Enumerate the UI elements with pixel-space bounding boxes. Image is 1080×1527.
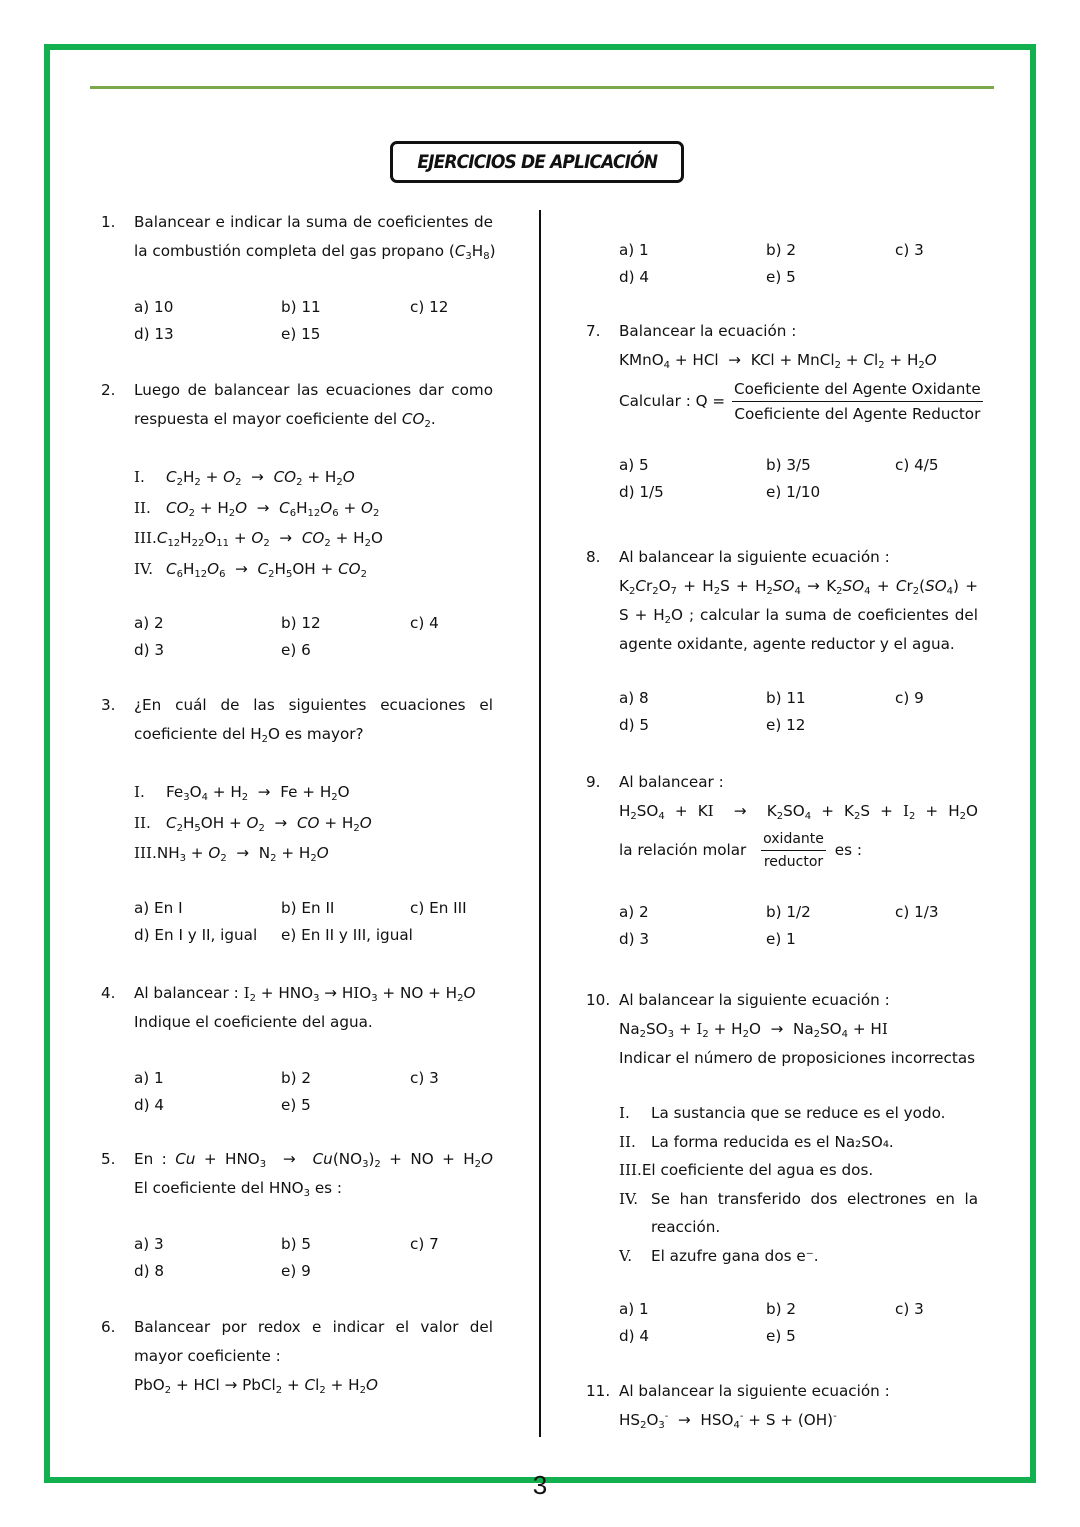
option-a[interactable]: a) 2 bbox=[619, 903, 649, 921]
question-10 bbox=[586, 986, 978, 1350]
equation-item: III. $C_{12}H_{22}O_{11} + O_2 \to CO_2 + H_2O$ bbox=[134, 523, 493, 554]
option-b[interactable]: b) 2 bbox=[281, 1069, 312, 1087]
page-number: 3 bbox=[532, 1470, 548, 1500]
header-rule bbox=[90, 86, 994, 89]
option-e[interactable]: e) 12 bbox=[766, 716, 806, 734]
option-a[interactable]: a) 5 bbox=[619, 456, 649, 474]
question-equation: KMnO$_4$ + HCl → KCl + MnCl$_2$ + $Cl_2 + H_2O$ bbox=[619, 351, 937, 371]
question-prompt: la combustión completa del gas propano $(C_3H_8)$ bbox=[134, 242, 496, 262]
option-e[interactable]: e) 5 bbox=[281, 1096, 311, 1114]
formula-prefix: la relación molar bbox=[619, 841, 747, 859]
option-c[interactable]: c) 3 bbox=[895, 1300, 924, 1318]
question-equation: $HS_2O_3^- \to HSO_4^- + S + (OH)^-$ bbox=[619, 1411, 837, 1431]
question-prompt: Balancear por redox e indicar el valor del bbox=[134, 1318, 493, 1336]
question-number: 3. bbox=[101, 696, 116, 714]
option-b[interactable]: b) 11 bbox=[281, 298, 321, 316]
question-prompt: Balancear la ecuación : bbox=[619, 322, 797, 340]
question-5 bbox=[101, 1145, 493, 1285]
question-1 bbox=[101, 208, 496, 348]
option-c[interactable]: c) 4 bbox=[410, 614, 439, 632]
option-b[interactable]: b) 2 bbox=[766, 1300, 797, 1318]
equation-item: I. $C_2H_2 + O_2 \to CO_2 + H_2O$ bbox=[134, 462, 493, 493]
proposition-item bbox=[619, 1156, 978, 1185]
option-e[interactable]: e) En II y III, igual bbox=[281, 925, 413, 944]
option-d[interactable]: d) 5 bbox=[619, 716, 650, 734]
roman-numeral: I. bbox=[619, 1104, 630, 1122]
option-e[interactable]: e) 5 bbox=[766, 1327, 796, 1345]
option-b[interactable]: b) 1/2 bbox=[766, 903, 811, 921]
question-prompt: Indique el coeficiente del agua. bbox=[134, 1013, 373, 1031]
option-a[interactable]: a) 10 bbox=[134, 298, 174, 316]
option-a[interactable]: a) En I bbox=[134, 898, 183, 917]
question-number: 11. bbox=[586, 1382, 611, 1400]
option-b[interactable]: b) En II bbox=[281, 898, 335, 917]
question-number: 10. bbox=[586, 991, 611, 1009]
option-d[interactable]: d) 1/5 bbox=[619, 483, 664, 501]
section-title: EJERCICIOS DE APLICACIÓN bbox=[417, 151, 657, 173]
equation-item: II. $C_2H_5OH + O_2$ → CO + $H_2O$ bbox=[134, 808, 493, 839]
option-d[interactable]: d) 4 bbox=[134, 1096, 165, 1114]
option-d[interactable]: d) 4 bbox=[619, 268, 650, 286]
fraction-denominator: reductor bbox=[763, 854, 824, 870]
proposition-text: La forma reducida es el Na₂SO₄. bbox=[651, 1132, 894, 1151]
option-b[interactable]: b) 5 bbox=[281, 1235, 312, 1253]
roman-numeral: III. bbox=[134, 844, 157, 862]
option-e[interactable]: e) 6 bbox=[281, 641, 311, 659]
proposition-item bbox=[619, 1128, 978, 1157]
fraction-denominator: Coeficiente del Agente Reductor bbox=[734, 405, 981, 423]
question-prompt: agente oxidante, agente reductor y el agua. bbox=[619, 635, 955, 653]
option-c[interactable]: c) 4/5 bbox=[895, 456, 939, 474]
option-a[interactable]: a) 1 bbox=[619, 241, 649, 259]
question-prompt: Al balancear la siguiente ecuación : bbox=[619, 1382, 890, 1400]
fraction bbox=[761, 828, 826, 873]
proposition-item bbox=[619, 1099, 978, 1128]
option-c[interactable]: c) 9 bbox=[895, 689, 924, 707]
option-c[interactable]: c) 3 bbox=[410, 1069, 439, 1087]
question-4 bbox=[101, 979, 493, 1119]
answer-options bbox=[619, 899, 978, 953]
option-e[interactable]: e) 1 bbox=[766, 930, 796, 948]
answer-options bbox=[619, 1296, 978, 1350]
question-prompt: El coeficiente del $HNO_3$ es : bbox=[134, 1179, 343, 1199]
answer-options bbox=[134, 1065, 493, 1119]
option-a[interactable]: a) 1 bbox=[619, 1300, 649, 1318]
option-b[interactable]: b) 11 bbox=[766, 689, 806, 707]
roman-numeral: II. bbox=[134, 498, 151, 517]
question-prompt: Balancear e indicar la suma de coeficientes de bbox=[134, 213, 493, 231]
question-number: 2. bbox=[101, 381, 116, 399]
question-prompt: mayor coeficiente : bbox=[134, 1347, 281, 1365]
question-3 bbox=[101, 691, 493, 949]
question-number: 6. bbox=[101, 1318, 116, 1336]
option-d[interactable]: d) 8 bbox=[134, 1262, 165, 1280]
roman-numeral: II. bbox=[619, 1132, 636, 1151]
roman-numeral: III. bbox=[134, 529, 157, 547]
fraction-numerator: oxidante bbox=[761, 828, 826, 851]
formula-prefix: Calcular : Q = bbox=[619, 392, 726, 410]
proposition-text: La sustancia que se reduce es el yodo. bbox=[651, 1104, 946, 1122]
roman-numeral: I. bbox=[134, 783, 145, 801]
option-c[interactable]: c) 7 bbox=[410, 1235, 439, 1253]
answer-options bbox=[134, 610, 493, 664]
question-prompt: Indicar el número de proposiciones incorrectas bbox=[619, 1049, 976, 1067]
question-prompt: En : $Cu + HNO_3 \to Cu(NO_3)_2$ + NO + $H_2O$ bbox=[134, 1150, 493, 1170]
question-number: 1. bbox=[101, 213, 116, 231]
option-d[interactable]: d) 3 bbox=[134, 641, 165, 659]
question-prompt: Al balancear la siguiente ecuación : bbox=[619, 548, 890, 566]
option-b[interactable]: b) 12 bbox=[281, 614, 321, 632]
option-a[interactable]: a) 2 bbox=[134, 614, 164, 632]
question-2 bbox=[101, 376, 493, 664]
q-formula bbox=[619, 828, 978, 873]
question-equation: $K_2Cr_2O_7 + H_2S + H_2SO_4 \to K_2SO_4 + Cr_2(SO_4)$ + bbox=[619, 577, 979, 597]
question-prompt: Al balancear : $I_2 + HNO_3 \to HIO_3$ + NO + $H_2O$ bbox=[134, 984, 476, 1004]
question-number: 4. bbox=[101, 984, 116, 1002]
question-equation: PbO$_2$ + HCl → PbCl$_2$ + $Cl_2 + H_2O$ bbox=[134, 1376, 378, 1396]
question-prompt: Luego de balancear las ecuaciones dar como bbox=[134, 381, 493, 399]
equation-item: IV. $C_6H_{12}O_6 \to C_2H_5OH + CO_2$ bbox=[134, 554, 493, 585]
roman-numeral: IV. bbox=[619, 1189, 639, 1208]
q-formula bbox=[619, 377, 981, 426]
option-a[interactable]: a) 3 bbox=[134, 1235, 164, 1253]
equation-item: II. $CO_2 + H_2O \to C_6H_{12}O_6 + O_2$ bbox=[134, 493, 493, 524]
fraction bbox=[732, 377, 983, 426]
column-divider bbox=[539, 210, 541, 1437]
option-c[interactable]: c) 3 bbox=[895, 241, 924, 259]
option-e[interactable]: e) 5 bbox=[766, 268, 796, 286]
roman-numeral: V. bbox=[619, 1246, 633, 1265]
question-prompt: respuesta el mayor coeficiente del $CO_2$. bbox=[134, 410, 436, 430]
option-d[interactable]: d) 4 bbox=[619, 1327, 650, 1345]
question-6-options bbox=[586, 237, 978, 291]
option-a[interactable]: a) 1 bbox=[134, 1069, 164, 1087]
option-e[interactable]: e) 15 bbox=[281, 325, 321, 343]
equation-item: III. $NH_3 + O_2 \to N_2 + H_2O$ bbox=[134, 838, 493, 869]
question-number: 5. bbox=[101, 1150, 116, 1168]
option-e[interactable]: e) 1/10 bbox=[766, 483, 821, 501]
option-b[interactable]: b) 2 bbox=[766, 241, 797, 259]
option-d[interactable]: d) 13 bbox=[134, 325, 174, 343]
proposition-text: Se han transferido dos electrones en la reacción. bbox=[651, 1189, 978, 1236]
proposition-text: El azufre gana dos e⁻. bbox=[651, 1246, 819, 1265]
answer-options bbox=[619, 452, 978, 506]
section-title-box bbox=[390, 141, 684, 183]
answer-options bbox=[619, 685, 978, 739]
answer-options bbox=[134, 294, 493, 348]
fraction-numerator: Coeficiente del Agente Oxidante bbox=[732, 377, 983, 402]
question-prompt: $S + H_2O$ ; calcular la suma de coeficientes del bbox=[619, 606, 978, 626]
question-number: 7. bbox=[586, 322, 601, 340]
option-e[interactable]: e) 9 bbox=[281, 1262, 311, 1280]
question-8 bbox=[586, 543, 978, 739]
answer-options bbox=[619, 237, 978, 291]
roman-numeral: I. bbox=[134, 468, 145, 486]
question-prompt: Al balancear : bbox=[619, 773, 724, 791]
proposition-item bbox=[619, 1242, 978, 1271]
equation-item: I. $Fe_3O_4 + H_2 \to Fe + H_2O$ bbox=[134, 777, 493, 808]
roman-numeral: III. bbox=[619, 1161, 642, 1179]
option-c[interactable]: c) En III bbox=[410, 898, 467, 917]
option-a[interactable]: a) 8 bbox=[619, 689, 649, 707]
question-prompt: Al balancear la siguiente ecuación : bbox=[619, 991, 890, 1009]
question-9 bbox=[586, 768, 978, 953]
question-equation: $H_2SO_4$ + KI → $K_2SO_4 + K_2S + I_2 + H_2O$ bbox=[619, 802, 978, 822]
option-c[interactable]: c) 1/3 bbox=[895, 903, 939, 921]
roman-numeral: IV. bbox=[134, 559, 154, 578]
question-prompt: coeficiente del $H_2O$ es mayor? bbox=[134, 725, 364, 745]
question-prompt: ¿En cuál de las siguientes ecuaciones el bbox=[134, 696, 493, 714]
question-11 bbox=[586, 1377, 978, 1435]
answer-options bbox=[134, 1231, 493, 1285]
roman-numeral: II. bbox=[134, 813, 151, 832]
option-d[interactable]: d) En I y II, igual bbox=[134, 925, 258, 944]
question-6 bbox=[101, 1313, 493, 1400]
option-d[interactable]: d) 3 bbox=[619, 930, 650, 948]
proposition-text: El coeficiente del agua es dos. bbox=[641, 1161, 874, 1179]
answer-options bbox=[134, 895, 493, 949]
question-equation: $Na_2SO_3 + I_2 + H_2O \to Na_2SO_4$ + HI bbox=[619, 1020, 888, 1040]
question-number: 8. bbox=[586, 548, 601, 566]
question-7 bbox=[586, 317, 981, 506]
option-b[interactable]: b) 3/5 bbox=[766, 456, 811, 474]
proposition-item bbox=[619, 1185, 978, 1242]
formula-suffix: es : bbox=[834, 841, 862, 859]
question-number: 9. bbox=[586, 773, 601, 791]
option-c[interactable]: c) 12 bbox=[410, 298, 449, 316]
